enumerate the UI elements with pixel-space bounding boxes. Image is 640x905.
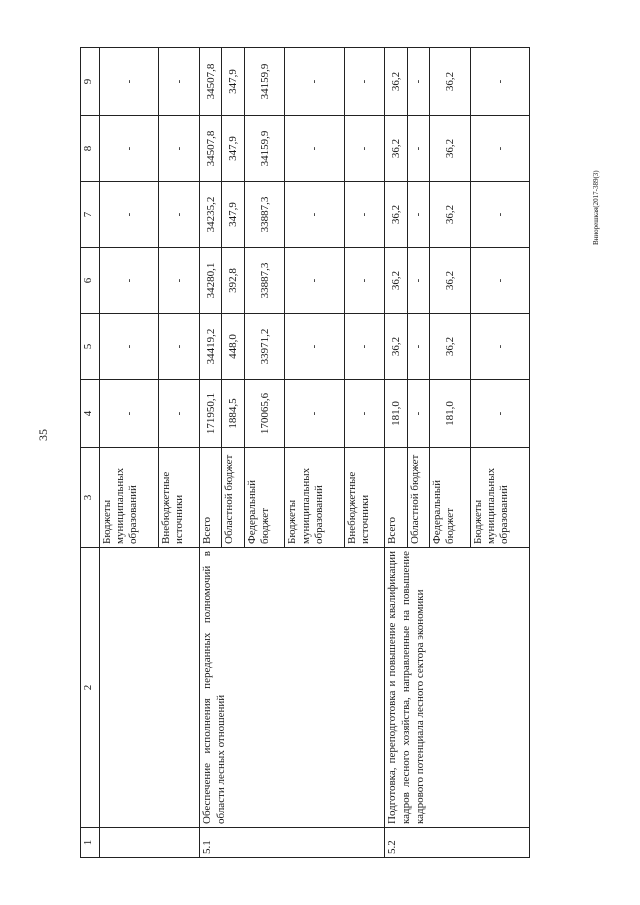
footer-stamp: Вниорешкая(2017-389(3) bbox=[592, 170, 600, 245]
cell-value: - bbox=[344, 314, 385, 380]
cell-value: - bbox=[100, 314, 159, 380]
cell-value: - bbox=[100, 182, 159, 248]
cell-value: 34507,8 bbox=[199, 116, 221, 182]
cell-value: - bbox=[407, 116, 429, 182]
cell-value: - bbox=[344, 116, 385, 182]
cell-value: - bbox=[470, 314, 529, 380]
cell-value: 347,9 bbox=[222, 116, 244, 182]
cell-value: - bbox=[285, 248, 344, 314]
table-row bbox=[100, 48, 159, 858]
cell-value: - bbox=[470, 48, 529, 116]
cell-value: - bbox=[344, 182, 385, 248]
cell-value: 36,2 bbox=[385, 248, 407, 314]
cell-value: - bbox=[470, 182, 529, 248]
cell-value: 33887,3 bbox=[244, 248, 285, 314]
cell-value: 181,0 bbox=[430, 380, 471, 448]
cell-value: - bbox=[159, 248, 200, 314]
table-row bbox=[199, 48, 221, 858]
row-code bbox=[100, 828, 200, 858]
col-header: 4 bbox=[81, 380, 100, 448]
funding-source: Областной бюджет bbox=[407, 448, 429, 548]
header-row bbox=[81, 48, 100, 858]
cell-value: - bbox=[407, 48, 429, 116]
cell-value: 36,2 bbox=[430, 314, 471, 380]
cell-value: 34280,1 bbox=[199, 248, 221, 314]
cell-value: 36,2 bbox=[385, 116, 407, 182]
cell-value: 36,2 bbox=[385, 182, 407, 248]
cell-value: 34159,9 bbox=[244, 48, 285, 116]
cell-value: 33971,2 bbox=[244, 314, 285, 380]
row-description: Подготовка, переподготовка и повышение квалификации кадров лесного хозяйства, направленные на повышение кадрового потенциала лесного сектора экономики bbox=[385, 548, 530, 828]
cell-value: - bbox=[100, 48, 159, 116]
row-description bbox=[100, 548, 200, 828]
funding-source: Федеральный бюджет bbox=[430, 448, 471, 548]
cell-value: - bbox=[470, 116, 529, 182]
col-header: 1 bbox=[81, 828, 100, 858]
cell-value: 36,2 bbox=[430, 182, 471, 248]
cell-value: - bbox=[159, 314, 200, 380]
cell-value: 34507,8 bbox=[199, 48, 221, 116]
cell-value: 33887,3 bbox=[244, 182, 285, 248]
funding-source: Федеральный бюджет bbox=[244, 448, 285, 548]
page-number: 35 bbox=[36, 429, 50, 441]
funding-source: Внебюджетные источники bbox=[159, 448, 200, 548]
funding-source: Бюджеты муниципальных образований bbox=[470, 448, 529, 548]
cell-value: - bbox=[285, 182, 344, 248]
cell-value: - bbox=[407, 314, 429, 380]
cell-value: - bbox=[100, 116, 159, 182]
cell-value: - bbox=[344, 248, 385, 314]
cell-value: 34159,9 bbox=[244, 116, 285, 182]
cell-value: 347,9 bbox=[222, 182, 244, 248]
cell-value: - bbox=[407, 248, 429, 314]
cell-value: 36,2 bbox=[430, 48, 471, 116]
rotated-table-container bbox=[80, 48, 530, 858]
cell-value: - bbox=[407, 380, 429, 448]
cell-value: - bbox=[100, 380, 159, 448]
col-header: 9 bbox=[81, 48, 100, 116]
cell-value: - bbox=[285, 380, 344, 448]
cell-value: - bbox=[285, 314, 344, 380]
funding-source: Внебюджетные источники bbox=[344, 448, 385, 548]
cell-value: - bbox=[344, 380, 385, 448]
cell-value: 170065,6 bbox=[244, 380, 285, 448]
funding-source: Бюджеты муниципальных образований bbox=[285, 448, 344, 548]
cell-value: 1884,5 bbox=[222, 380, 244, 448]
funding-source: Бюджеты муниципальных образований bbox=[100, 448, 159, 548]
funding-source: Всего bbox=[385, 448, 407, 548]
cell-value: 36,2 bbox=[385, 314, 407, 380]
cell-value: - bbox=[100, 248, 159, 314]
cell-value: - bbox=[159, 182, 200, 248]
col-header: 6 bbox=[81, 248, 100, 314]
cell-value: - bbox=[407, 182, 429, 248]
cell-value: - bbox=[470, 380, 529, 448]
cell-value: - bbox=[470, 248, 529, 314]
cell-value: 171950,1 bbox=[199, 380, 221, 448]
cell-value: 347,9 bbox=[222, 48, 244, 116]
cell-value: 34235,2 bbox=[199, 182, 221, 248]
cell-value: - bbox=[344, 48, 385, 116]
row-code: 5.2 bbox=[385, 828, 530, 858]
table-row bbox=[385, 48, 407, 858]
cell-value: - bbox=[159, 380, 200, 448]
row-description: Обеспечение исполнения переданных полномочий в области лесных отношений bbox=[199, 548, 384, 828]
funding-source: Областной бюджет bbox=[222, 448, 244, 548]
cell-value: 36,2 bbox=[385, 48, 407, 116]
funding-source: Всего bbox=[199, 448, 221, 548]
col-header: 8 bbox=[81, 116, 100, 182]
col-header: 5 bbox=[81, 314, 100, 380]
cell-value: 34419,2 bbox=[199, 314, 221, 380]
cell-value: 36,2 bbox=[430, 116, 471, 182]
cell-value: - bbox=[285, 48, 344, 116]
cell-value: - bbox=[159, 48, 200, 116]
cell-value: - bbox=[159, 116, 200, 182]
col-header: 3 bbox=[81, 448, 100, 548]
cell-value: 392,8 bbox=[222, 248, 244, 314]
budget-table bbox=[80, 47, 530, 858]
cell-value: 448,0 bbox=[222, 314, 244, 380]
col-header: 2 bbox=[81, 548, 100, 828]
cell-value: 36,2 bbox=[430, 248, 471, 314]
col-header: 7 bbox=[81, 182, 100, 248]
cell-value: - bbox=[285, 116, 344, 182]
row-code: 5.1 bbox=[199, 828, 384, 858]
cell-value: 181,0 bbox=[385, 380, 407, 448]
